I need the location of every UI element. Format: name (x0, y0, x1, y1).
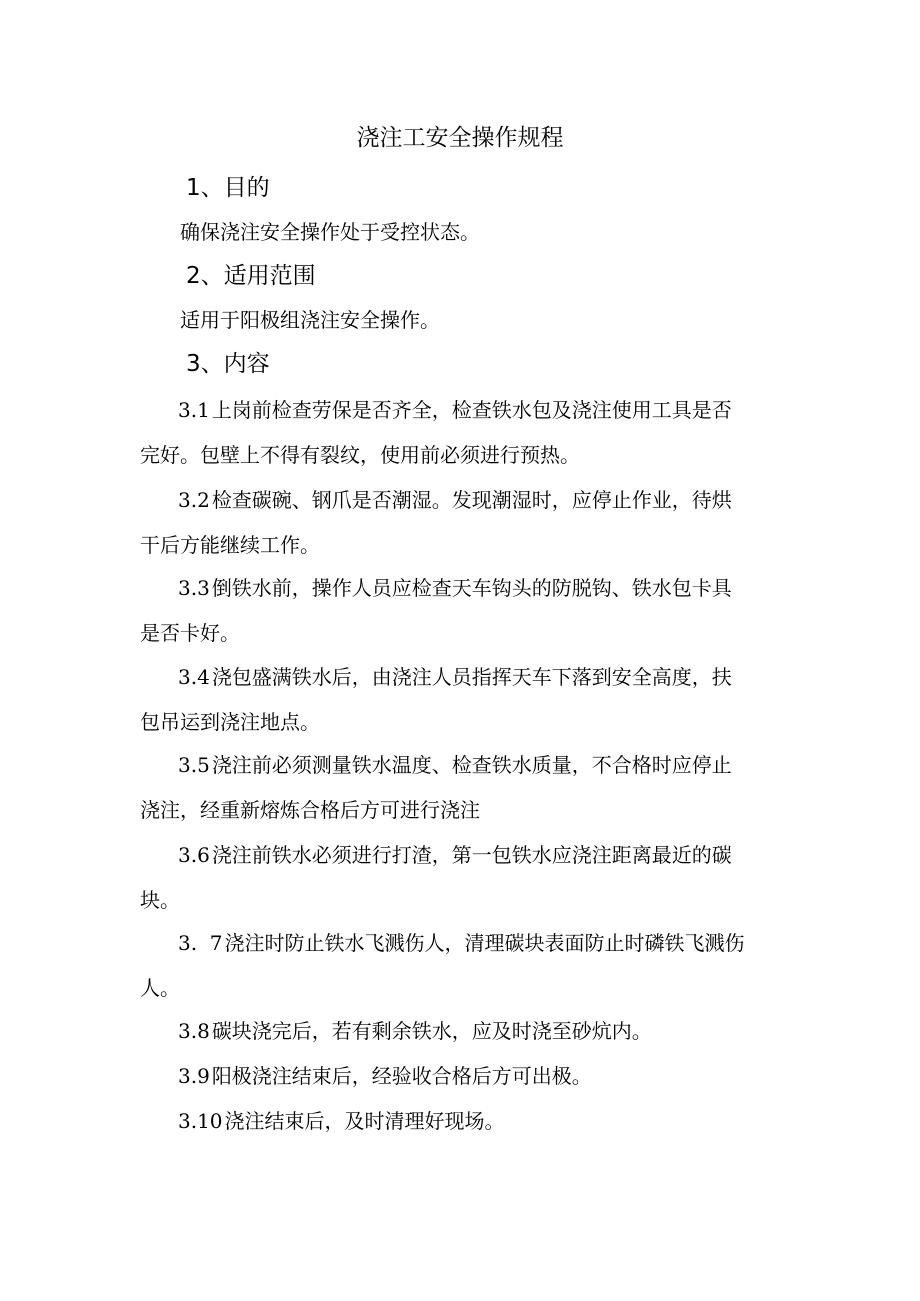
section-text-purpose: 确保浇注安全操作处于受控状态。 (180, 220, 480, 244)
content-item-3-1: 3.1 上岗前检查劳保是否齐全，检查铁水包及浇注使用工具是否 完好。包壁上不得有裂纹，使用前必须进行预热。 (140, 398, 732, 467)
content-item-3-4: 3.4 浇包盛满铁水后，由浇注人员指挥天车下落到安全高度，扶 包吊运到浇注地点。 (140, 665, 732, 734)
content-item-3-3: 3.3 倒铁水前，操作人员应检查天车钩头的防脱钩、铁水包卡具 是否卡好。 (140, 576, 732, 645)
content-item-3-9: 3.9 阳极浇注结束后，经验收合格后方可出极。 (178, 1064, 592, 1088)
content-item-3-5: 3.5 浇注前必须测量铁水温度、检查铁水质量，不合格时应停止 浇注，经重新熔炼合格后方可进行浇注 (140, 753, 732, 822)
content-item-3-2: 3.2 检查碳碗、钢爪是否潮湿。发现潮湿时，应停止作业，待烘 干后方能继续工作。 (140, 488, 732, 557)
section-heading-purpose: 1、目的 (186, 175, 270, 201)
document-title: 浇注工安全操作规程 (356, 125, 564, 151)
section-text-scope: 适用于阳极组浇注安全操作。 (180, 308, 440, 332)
content-item-3-8: 3.8 碳块浇完后，若有剩余铁水，应及时浇至砂炕内。 (178, 1019, 652, 1043)
content-item-3-10: 3.10 浇注结束后，及时清理好现场。 (178, 1109, 505, 1133)
section-heading-content: 3、内容 (186, 351, 270, 377)
content-item-3-7: 3. 7 浇注时防止铁水飞溅伤人，清理碳块表面防止时磷铁飞溅伤 人。 (140, 931, 745, 1000)
content-item-3-6: 3.6 浇注前铁水必须进行打渣，第一包铁水应浇注距离最近的碳 块。 (140, 843, 732, 912)
section-heading-scope: 2、适用范围 (186, 263, 316, 289)
